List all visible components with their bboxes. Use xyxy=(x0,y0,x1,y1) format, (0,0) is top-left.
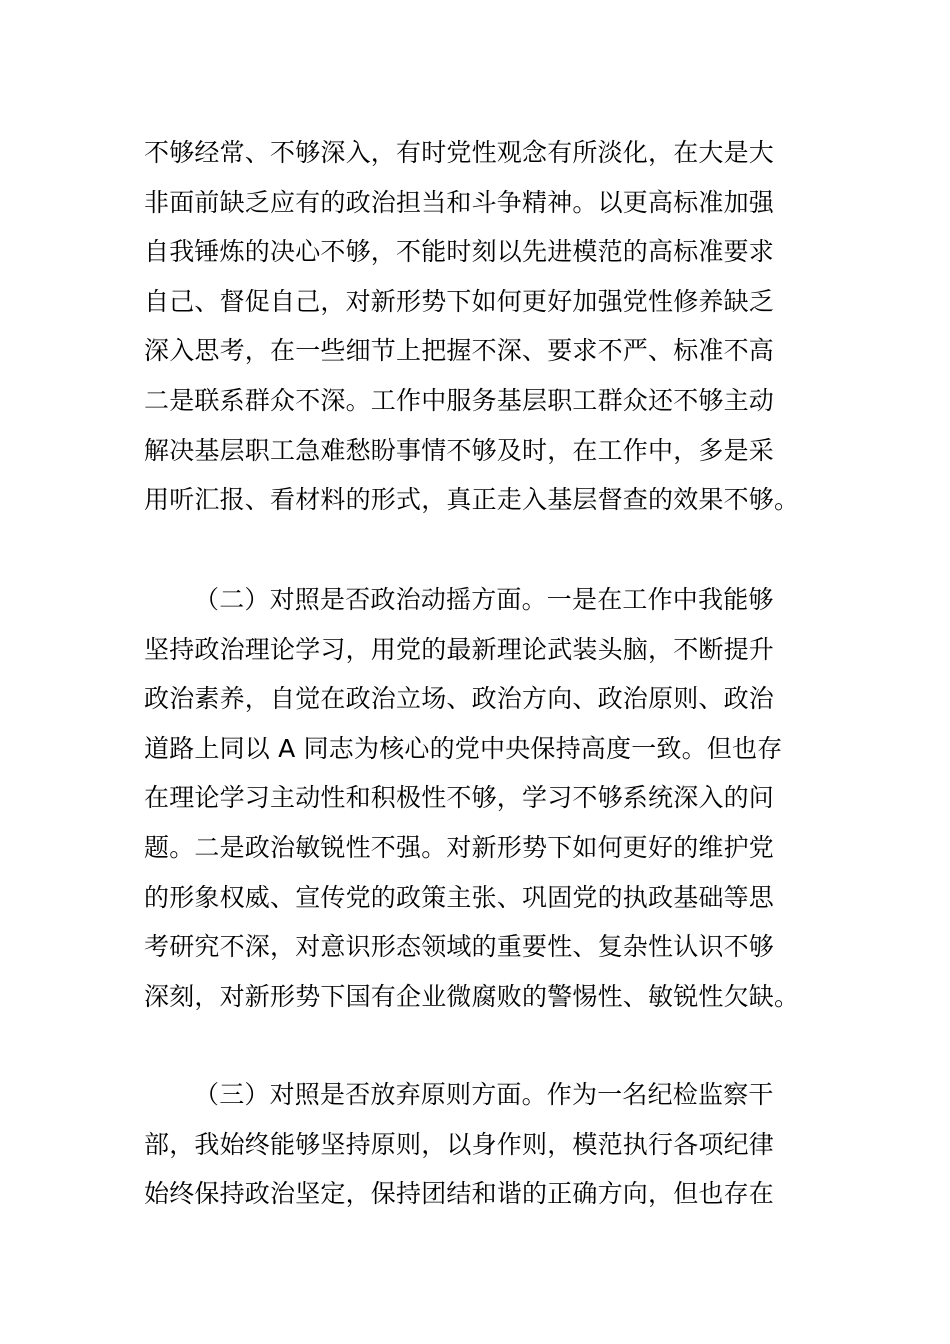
text-line: 政治素养，自觉在政治立场、政治方向、政治原则、政治 xyxy=(144,684,775,714)
text-line: 坚持政治理论学习，用党的最新理论武装头脑，不断提升 xyxy=(144,634,775,664)
text-line: 解决基层职工急难愁盼事情不够及时，在工作中，多是采 xyxy=(144,435,775,465)
text-line: 部，我始终能够坚持原则，以身作则，模范执行各项纪律 xyxy=(144,1129,775,1159)
text-line: 深刻，对新形势下国有企业微腐败的警惕性、敏锐性欠缺。 xyxy=(144,981,800,1011)
text-line: 用听汇报、看材料的形式，真正走入基层督查的效果不够。 xyxy=(144,485,800,515)
text-line: 不够经常、不够深入，有时党性观念有所淡化，在大是大 xyxy=(144,138,775,167)
text-line: 的形象权威、宣传党的政策主张、巩固党的执政基础等思 xyxy=(144,882,775,912)
text-line: 二是联系群众不深。工作中服务基层职工群众还不够主动 xyxy=(144,385,775,415)
text-line: 题。二是政治敏锐性不强。对新形势下如何更好的维护党 xyxy=(144,832,775,862)
text-line: 自我锤炼的决心不够，不能时刻以先进模范的高标准要求 xyxy=(144,237,775,267)
section-heading-line: （三）对照是否放弃原则方面。作为一名纪检监察干 xyxy=(194,1080,774,1109)
text-line: 非面前缺乏应有的政治担当和斗争精神。以更高标准加强 xyxy=(144,187,775,217)
text-line: 始终保持政治坚定，保持团结和谐的正确方向，但也存在 xyxy=(144,1179,775,1209)
section-heading-line: （二）对照是否政治动摇方面。一是在工作中我能够 xyxy=(194,585,774,614)
paragraph-section-2 xyxy=(144,575,824,1021)
paragraph-continued xyxy=(144,128,824,525)
text-line: 道路上同以 A 同志为核心的党中央保持高度一致。但也存 xyxy=(144,733,783,763)
text-line: 在理论学习主动性和积极性不够，学习不够系统深入的问 xyxy=(144,783,775,813)
text-line: 自己、督促自己，对新形势下如何更好加强党性修养缺乏 xyxy=(144,286,775,316)
text-line: 深入思考，在一些细节上把握不深、要求不严、标准不高 xyxy=(144,336,775,366)
paragraph-section-3 xyxy=(144,1070,824,1219)
text-line: 考研究不深，对意识形态领域的重要性、复杂性认识不够 xyxy=(144,932,775,962)
